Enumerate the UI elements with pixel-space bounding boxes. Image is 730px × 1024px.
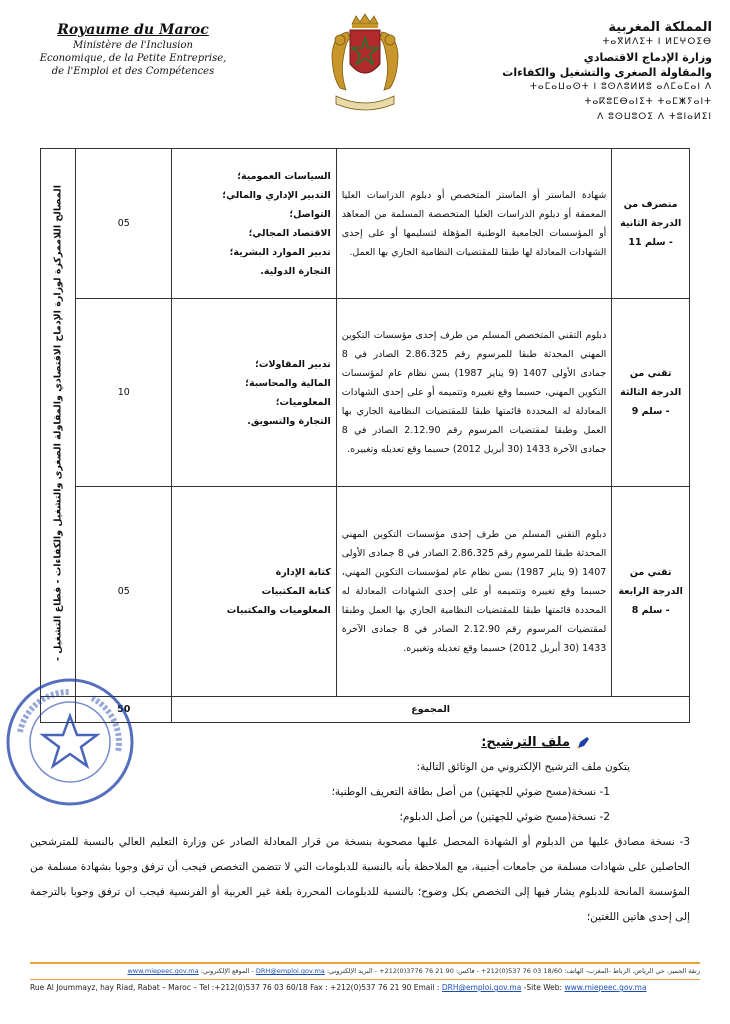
specialty-item: الاقتصاد المجالي؛ <box>248 227 331 239</box>
diploma-cell: دبلوم التقني المتخصص المسلم من طرف إحدى مؤسسات التكوين المهني المحدثة طبقا للمرسوم رقم 2.86.325 الصادر في 8 جمادى الأولى 1407 (9 يناير 1987) بسن نظام عام لمؤسسات التكوين المهني، حسبما وقع تغييره وتتميمه أو على إحدى الشهادات المعادلة له المحددة قائمتها طبقا للمقتضيات النظامية الجاري بها العمل وطبقا لمقتضيات المرسوم رقم 2.12.90 الصادر في 8 جمادى الآخرة 1433 (30 أبريل 2012) حسبما وقع تعديله وتغييره. <box>336 299 612 487</box>
footer-fr-site-label: -Site Web: <box>523 983 563 992</box>
specialty-item: كتابة الإدارة <box>275 567 331 578</box>
kingdom-title-tifinagh: ⵜⴰⴳⵍⴷⵉⵜ ⵏ ⵍⵎⵖⵔⵉⴱ <box>602 37 712 47</box>
footer-fr-site-link[interactable]: www.miepeec.gov.ma <box>564 983 647 992</box>
kingdom-title-ar: المملكة المغربية <box>608 20 712 35</box>
specialty-item: المالية والمحاسبة؛ <box>245 377 331 389</box>
candidature-title: ملف الترشيح: <box>481 735 570 750</box>
document-item-1: 1- نسخة(مسح ضوئي للجهتين) من أصل بطاقة التعريف الوطنية؛ <box>331 786 610 798</box>
specialty-item: التجارة والتسويق. <box>247 415 331 427</box>
posts-count-cell: 10 <box>76 299 172 487</box>
department-label: المصالح اللاممركزة لوزارة الإدماج الاقتصادي والمقاولة الصغرى والتشغيل والكفاءات - قطاع التشغيل - <box>52 184 64 661</box>
footer-fr-address: Rue Al Joummayz, hay Riad, Rabat – Maroc – Tel :+212(0)537 76 03 60/18 Fax : +212(0)537 76 21 90 Email : <box>30 983 440 992</box>
letterhead-french <box>18 24 248 78</box>
specialty-item: التدبير الإداري والمالي؛ <box>222 189 331 201</box>
table-row <box>41 149 690 299</box>
ministry-line1-tifinagh: ⵜⴰⵎⴰⵡⴰⵙⵜ ⵏ ⵓⵙⴷⵓⵍⵍⵓ ⴰⴷⵎⴰⵎⴰⵏ ⴷ ⵜⴰⴽⵓⵎⴱⴰⵏⵉⵜ ⵜⴰⵎⵥⵢⴰⵏⵜ <box>529 82 712 107</box>
total-label: المجموع <box>172 697 690 723</box>
specialty-item: تدبير الموارد البشرية؛ <box>229 246 331 258</box>
footer <box>30 962 700 992</box>
ministry-line2-ar: والمقاولة الصغرى والتشغيل والكفاءات <box>502 66 712 79</box>
diploma-cell: دبلوم التقني المسلم من طرف إحدى مؤسسات التكوين المهني المحدثة طبقا للمرسوم رقم 2.86.325 الصادر في 8 جمادى الأولى 1407 (9 يناير 1987) بسن نظام عام لمؤسسات التكوين المهني، حسبما وقع تغييره وتتميمه أو على إحدى الشهادات المعادلة له المحددة قائمتها طبقا للمقتضيات النظامية الجاري بها العمل وطبقا لمقتضيات المرسوم رقم 2.12.90 الصادر في 8 جمادى الآخرة 1433 (30 أبريل 2012) حسبما وقع تعديله وتغييره. <box>336 487 612 697</box>
royal-emblem-icon <box>322 10 408 120</box>
positions-table <box>40 148 690 723</box>
footer-ar-address: زنقة الجميز، حي الرياض، الرباط -المغرب- الهاتف: 18/60 03 76 537(0)212+ - فاكس: 90 21 76 3776(0)212+ - البريد الإلكتروني: <box>326 967 700 975</box>
specialty-item: التواصل؛ <box>289 208 331 220</box>
specialties-cell <box>172 299 337 487</box>
footer-fr-email-link[interactable]: DRH@emploi.gov.ma <box>441 983 522 992</box>
table-row <box>41 299 690 487</box>
footer-arabic <box>30 966 700 976</box>
grade-cell: تقني من الدرجة الرابعة - سلم 8 <box>612 487 690 697</box>
specialties-cell <box>172 149 337 299</box>
document-item-2: 2- نسخة(مسح ضوئي للجهتين) من أصل الدبلوم؛ <box>399 811 610 823</box>
diploma-cell: شهادة الماستر أو الماستر المتخصص أو دبلوم الدراسات العليا المعمقة أو دبلوم الدراسات العليا المتخصصة المسلمة من المعاهد أو المؤسسات الجامعية الوطنية المؤهلة لتسليمها أو على إحدى الشهادات المعادلة لها طبقا للمقتضيات النظامية الجاري بها العمل. <box>336 149 612 299</box>
specialty-item: المعلوميات والمكتبيات <box>226 605 331 616</box>
specialty-item: السياسات العمومية؛ <box>237 170 331 182</box>
grade-cell: تقني من الدرجة الثالثة - سلم 9 <box>612 299 690 487</box>
posts-count-cell: 05 <box>76 149 172 299</box>
total-value: 50 <box>76 697 172 723</box>
specialties-cell <box>172 487 337 697</box>
ministry-line3-fr: de l'Emploi et des Compétences <box>51 66 215 77</box>
footer-ar-site-label: - الموقع الإلكتروني: <box>200 967 254 975</box>
ministry-line1-ar: وزارة الإدماج الاقتصادي <box>583 51 712 64</box>
specialty-item: المعلوميات؛ <box>275 396 331 408</box>
letterhead <box>0 0 730 140</box>
footer-ar-email-link[interactable]: DRH@emploi.gov.ma <box>255 967 325 975</box>
footer-divider <box>30 979 700 980</box>
ministry-line2-tifinagh: ⴷ ⵓⵙⵡⵓⵔⵉ ⴷ ⵜⵓⵏⴰⵍⵉⵏ <box>597 112 712 122</box>
footer-divider <box>30 962 700 964</box>
kingdom-title-fr: Royaume du Maroc <box>57 22 209 38</box>
candidature-heading <box>30 730 590 755</box>
ministry-line1-fr: Ministère de l'Inclusion <box>73 40 193 51</box>
grade-cell: متصرف من الدرجة الثانية - سلم 11 <box>612 149 690 299</box>
department-cell <box>41 149 76 697</box>
candidature-section <box>30 730 690 930</box>
candidature-intro: يتكون ملف الترشيح الإلكتروني من الوثائق التالية: <box>416 761 630 773</box>
pen-bullet-icon <box>576 736 590 750</box>
letterhead-arabic <box>462 20 712 125</box>
footer-ar-site-link[interactable]: www.miepeec.gov.ma <box>127 967 199 975</box>
specialty-item: كتابة المكتبيات <box>261 586 331 597</box>
document-item-3: 3- نسخة مصادق عليها من الدبلوم أو الشهادة المحصل عليها مصحوبة بنسخة من قرار المعادلة الصادر عن وزارة التعليم العالي بالنسبة للمترشحين الحاصلين على شهادات مسلمة من جامعات أجنبية، مع الملاحظة بأنه بالنسبة للدبلومات التي لا تتضمن التخصص فيجب أن ترفق وجوبا بشهادة مسلمة من المؤسسة المانحة للدبلوم يشار فيها إلى التخصص بكل وضوح؛ بالنسبة للدبلومات المحررة بلغة غير العربية أو الفرنسية فيجب ان ترفق وجوبا بالترجمة إلى إحدى هاتين اللغتين؛ <box>30 836 690 923</box>
table-row <box>41 487 690 697</box>
ministry-line2-fr: Economique, de la Petite Entreprise, <box>39 53 227 64</box>
specialty-item: التجارة الدولية. <box>260 265 331 277</box>
specialty-item: تدبير المقاولات؛ <box>255 358 331 370</box>
footer-french <box>30 983 700 992</box>
posts-count-cell: 05 <box>76 487 172 697</box>
